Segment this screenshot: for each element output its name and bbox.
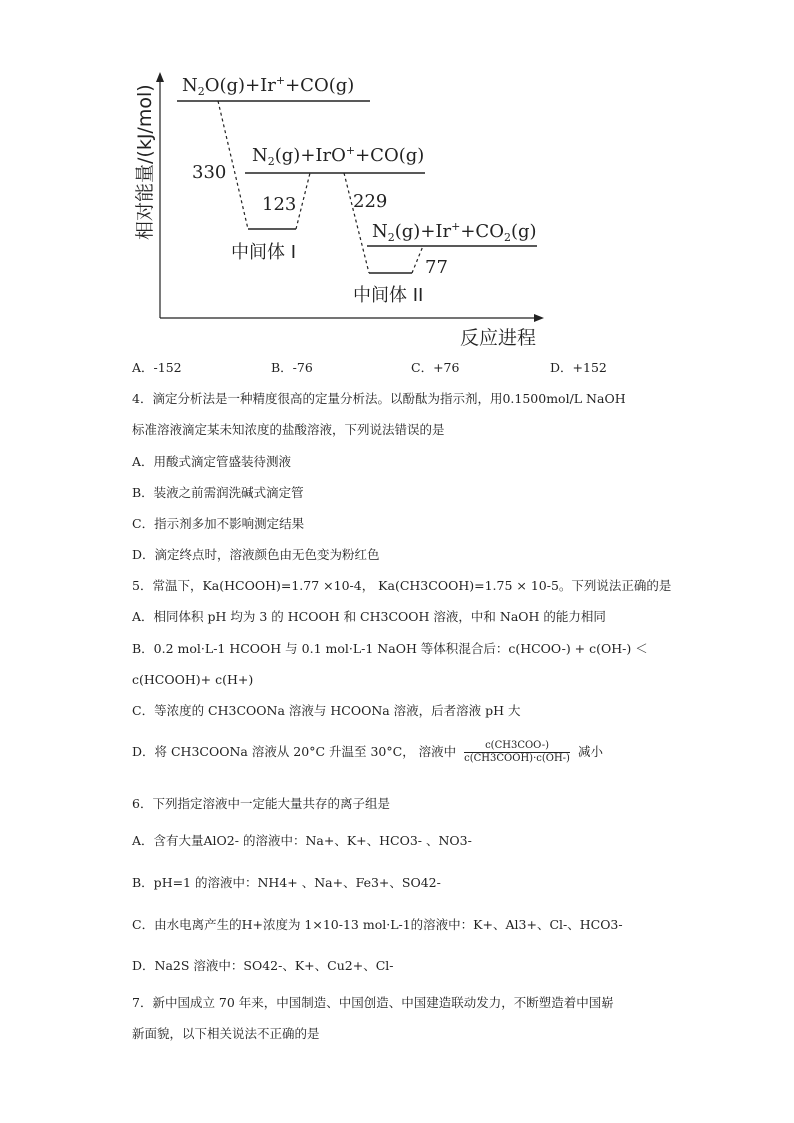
fraction-denominator: c(CH3COOH)·c(OH-) bbox=[464, 753, 570, 764]
q6-option-c: C．由水电离产生的H+浓度为 1×10-13 mol·L-1的溶液中：K+、Al3+、Cl-、HCO3- bbox=[132, 917, 623, 932]
energy-diagram bbox=[120, 60, 560, 355]
q3-option-a: A．-152 bbox=[132, 360, 182, 375]
path-3 bbox=[344, 173, 369, 273]
q5-stem: 5．常温下，Ka(HCOOH)=1.77 ×10-4， Ka(CH3COOH)=1.75 × 10-5。下列说法正确的是 bbox=[132, 578, 672, 593]
q4-option-d: D．滴定终点时，溶液颜色由无色变为粉红色 bbox=[132, 547, 380, 562]
q7-stem-line2: 新面貌，以下相关说法不正确的是 bbox=[132, 1026, 320, 1041]
q5-option-d-post: 减小 bbox=[577, 744, 603, 759]
value-77: 77 bbox=[425, 257, 448, 278]
q5-option-a: A．相同体积 pH 均为 3 的 HCOOH 和 CH3COOH 溶液，中和 NaOH 的能力相同 bbox=[132, 609, 606, 624]
label-mid: $N_2(g)+IrO^++CO(g)$ bbox=[252, 144, 425, 168]
q5-option-c: C．等浓度的 CH3COONa 溶液与 HCOONa 溶液，后者溶液 pH 大 bbox=[132, 703, 521, 718]
q4-stem-line2: 标准溶液滴定某未知浓度的盐酸溶液，下列说法错误的是 bbox=[132, 422, 445, 437]
q3-option-d: D．+152 bbox=[550, 360, 607, 375]
q6-option-a: A．含有大量AlO2- 的溶液中：Na+、K+、HCO3- 、NO3- bbox=[132, 833, 472, 848]
q6-option-d: D．Na2S 溶液中：SO42-、K+、Cu2+、Cl- bbox=[132, 958, 394, 973]
q5-option-d-fraction bbox=[464, 740, 570, 765]
label-end: $N_2(g)+Ir^++CO_2(g)$ bbox=[372, 220, 537, 244]
q3-option-c: C．+76 bbox=[411, 360, 460, 375]
x-axis-arrow bbox=[534, 314, 544, 322]
q6-option-b: B．pH=1 的溶液中：NH4+ 、Na+、Fe3+、SO42- bbox=[132, 875, 441, 890]
y-axis-label: 相对能量/(kJ/mol) bbox=[134, 84, 156, 240]
q5-option-b-line1: B．0.2 mol·L-1 HCOOH 与 0.1 mol·L-1 NaOH 等体积混合后：c(HCOO-) + c(OH-) ＜ bbox=[132, 641, 648, 656]
q6-stem: 6．下列指定溶液中一定能大量共存的离子组是 bbox=[132, 796, 390, 811]
q5-option-b-line2: c(HCOOH)+ c(H+) bbox=[132, 672, 254, 687]
q4-option-a: A．用酸式滴定管盛装待测液 bbox=[132, 454, 292, 469]
x-axis-label: 反应进程 bbox=[460, 327, 537, 349]
q7-stem-line1: 7．新中国成立 70 年来，中国制造、中国创造、中国建造联动发力，不断塑造着中国崭 bbox=[132, 995, 614, 1010]
fraction-numerator: c(CH3COO-) bbox=[464, 740, 570, 753]
value-123: 123 bbox=[262, 194, 297, 215]
q4-option-b: B．装液之前需润洗碱式滴定管 bbox=[132, 485, 304, 500]
q4-stem-line1: 4．滴定分析法是一种精度很高的定量分析法。以酚酞为指示剂，用0.1500mol/L NaOH bbox=[132, 391, 626, 406]
path-2 bbox=[296, 173, 310, 229]
q3-option-b: B．-76 bbox=[271, 360, 313, 375]
q5-option-d-pre: D．将 CH3COONa 溶液从 20°C 升温至 30°C， 溶液中 bbox=[132, 744, 457, 759]
y-axis-arrow bbox=[156, 72, 164, 82]
label-start: $N_2O(g)+Ir^++CO(g)$ bbox=[182, 74, 355, 98]
q4-option-c: C．指示剂多加不影响测定结果 bbox=[132, 516, 305, 531]
intermediate-2-label: 中间体 II bbox=[353, 285, 424, 306]
value-330: 330 bbox=[192, 162, 227, 183]
path-4 bbox=[412, 246, 423, 273]
value-229: 229 bbox=[353, 191, 388, 212]
intermediate-1-label: 中间体 I bbox=[231, 242, 297, 263]
q5-option-d bbox=[132, 740, 603, 765]
